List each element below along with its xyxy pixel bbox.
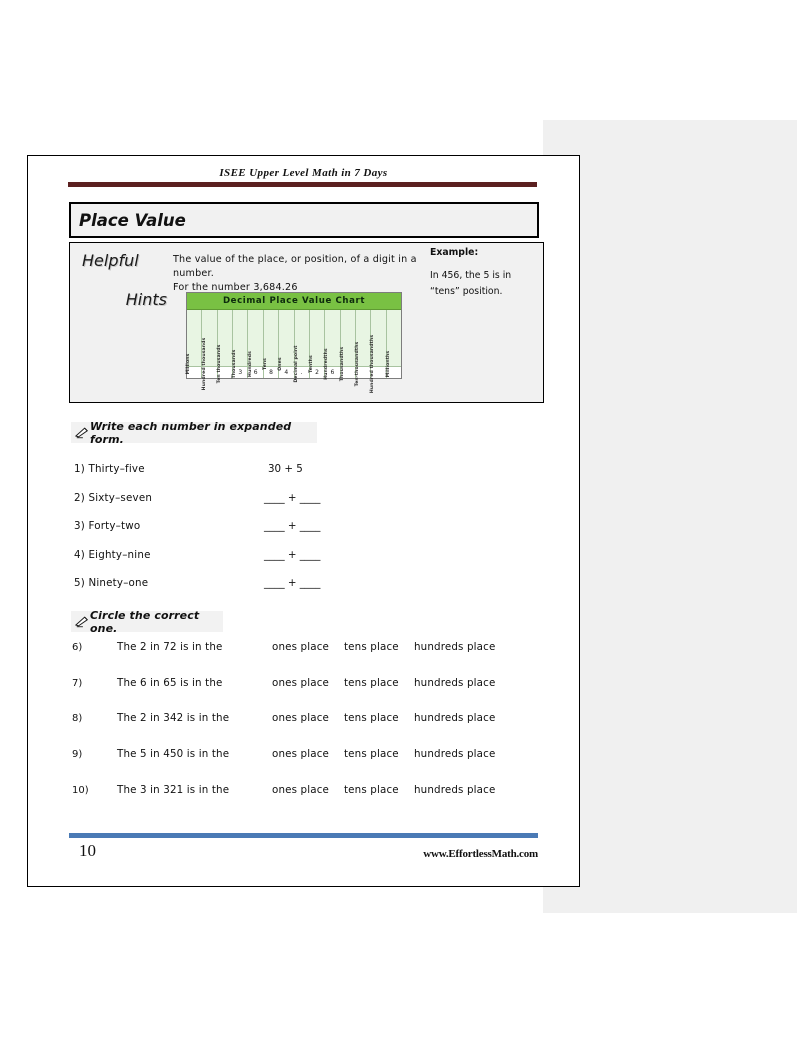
- chart-column-header: Millions: [187, 310, 201, 366]
- option-ones-place[interactable]: ones place: [272, 712, 330, 725]
- chart-column-header: Tens: [264, 310, 278, 366]
- option-tens-place[interactable]: tens place: [344, 783, 399, 796]
- circle-correct-list: [72, 641, 542, 819]
- example-title: Example:: [430, 247, 479, 258]
- section-title-bar: [69, 202, 539, 238]
- chart-column-header: Hundreds: [248, 310, 262, 366]
- chart-column-header: Decimal point: [295, 310, 309, 366]
- chart-cell: 8: [264, 366, 278, 378]
- question-text: 3) Forty–two: [74, 520, 141, 532]
- answer-field[interactable]: ____ + ____: [264, 491, 321, 504]
- item-number: 6): [72, 642, 83, 653]
- option-tens-place[interactable]: tens place: [344, 712, 399, 725]
- question-text: The 2 in 72 is in the: [117, 641, 223, 653]
- option-hundreds-place[interactable]: hundreds place: [414, 748, 496, 761]
- chart-cell: 3: [233, 366, 247, 378]
- answer-field[interactable]: ____ + ____: [264, 577, 321, 589]
- instruction-banner-expanded-form: [71, 419, 317, 446]
- hints-example-number: For the number 3,684.26: [173, 282, 298, 293]
- chart-column-header: Hundred thousandths: [371, 310, 385, 366]
- worksheet-page: [27, 155, 580, 887]
- question-text: The 2 in 342 is in the: [117, 712, 230, 725]
- chart-cell: .: [295, 366, 309, 378]
- answer-field[interactable]: ____ + ____: [264, 548, 321, 561]
- decimal-place-value-chart: [186, 292, 402, 394]
- chart-column-header: Thousandths: [341, 310, 355, 366]
- chart-column-header: Millionths: [387, 310, 401, 366]
- option-ones-place[interactable]: ones place: [272, 641, 330, 653]
- answer-field[interactable]: ____ + ____: [264, 520, 321, 532]
- example-line2: “tens” position.: [430, 286, 503, 297]
- option-hundreds-place[interactable]: hundreds place: [414, 676, 496, 689]
- example-box: [430, 245, 538, 300]
- pencil-icon: [75, 426, 89, 439]
- list-item: [74, 549, 534, 578]
- chart-column-header: Hundred thousands: [202, 310, 216, 366]
- list-item: [72, 784, 542, 820]
- expanded-form-list: [74, 463, 534, 606]
- question-text: 1) Thirty–five: [74, 463, 145, 475]
- page-number: 10: [79, 841, 96, 860]
- chart-column: [387, 310, 401, 378]
- question-text: 4) Eighty–nine: [74, 548, 151, 561]
- chart-column-header: Thousands: [233, 310, 247, 366]
- chart-grid: [186, 310, 401, 394]
- item-number: 9): [72, 749, 83, 761]
- example-line1: In 456, the 5 is in: [430, 270, 512, 281]
- question-text: The 6 in 65 is in the: [117, 676, 223, 689]
- answer-field[interactable]: 30 + 5: [268, 463, 303, 475]
- list-item: [74, 577, 534, 606]
- list-item: [72, 748, 542, 784]
- instruction-banner-circle-correct: [71, 608, 223, 635]
- list-item: [74, 463, 534, 492]
- item-number: 7): [72, 677, 83, 689]
- chart-column-header: Ones: [279, 310, 293, 366]
- chart-column-header: Ten-thousandths: [356, 310, 370, 366]
- page-title: Place Value: [79, 210, 186, 230]
- hints-definition: The value of the place, or position, of a digit in a number.: [173, 254, 417, 279]
- website-link[interactable]: www.EffortlessMath.com: [423, 848, 538, 860]
- list-item: [72, 712, 542, 748]
- header-rule: [68, 182, 537, 187]
- instruction-text: Write each number in expanded form.: [90, 419, 292, 446]
- option-hundreds-place[interactable]: hundreds place: [414, 712, 496, 725]
- list-item: [74, 492, 534, 521]
- item-number: 10): [72, 784, 89, 796]
- option-tens-place[interactable]: tens place: [344, 676, 399, 689]
- background-panel: [543, 120, 797, 913]
- option-hundreds-place[interactable]: hundreds place: [414, 783, 496, 796]
- chart-column-header: Hundredths: [325, 310, 339, 366]
- question-text: 2) Sixty–seven: [74, 491, 153, 504]
- option-ones-place[interactable]: ones place: [272, 676, 330, 689]
- list-item: [74, 520, 534, 549]
- list-item: [72, 677, 542, 713]
- option-tens-place[interactable]: tens place: [344, 641, 399, 653]
- hints-label-line2: Hints: [125, 290, 167, 309]
- question-text: The 5 in 450 is in the: [117, 748, 230, 761]
- chart-column-header: Tenths: [310, 310, 324, 366]
- pencil-icon: [75, 615, 89, 628]
- chart-cell: 4: [279, 366, 293, 378]
- question-text: 5) Ninety–one: [74, 577, 149, 589]
- chart-cell: 2: [310, 366, 324, 378]
- option-tens-place[interactable]: tens place: [344, 748, 399, 761]
- item-number: 8): [72, 713, 83, 725]
- running-head: ISEE Upper Level Math in 7 Days: [219, 167, 388, 179]
- chart-cell: 6: [325, 366, 339, 378]
- footer-rule: [69, 833, 538, 838]
- chart-column-header: Ten thousands: [218, 310, 232, 366]
- instruction-text: Circle the correct one.: [90, 608, 200, 635]
- chart-cell: 6: [248, 366, 262, 378]
- question-text: The 3 in 321 is in the: [117, 783, 230, 796]
- helpful-hints-label: [78, 251, 173, 309]
- option-ones-place[interactable]: ones place: [272, 783, 330, 796]
- hints-label-line1: Helpful: [82, 251, 139, 270]
- chart-title: Decimal Place Value Chart: [187, 293, 401, 310]
- helpful-hints-box: [69, 242, 544, 403]
- list-item: [72, 641, 542, 677]
- hints-body: [173, 253, 423, 295]
- option-ones-place[interactable]: ones place: [272, 748, 330, 761]
- option-hundreds-place[interactable]: hundreds place: [414, 641, 496, 653]
